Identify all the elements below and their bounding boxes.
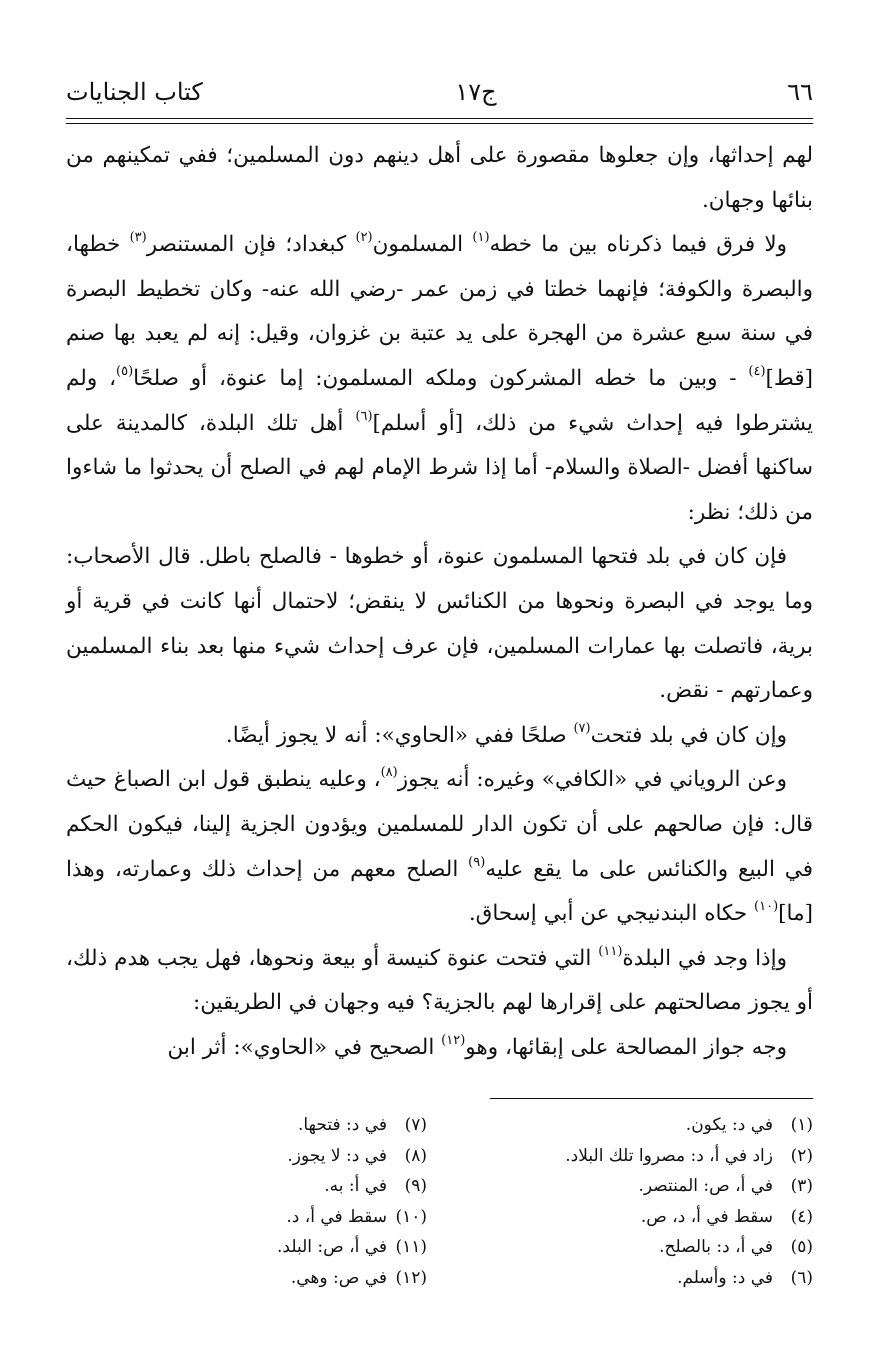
paragraph (66, 134, 813, 223)
paragraph (66, 714, 813, 759)
text-segment: فإن كان في بلد فتحها المسلمون عنوة، أو خطوها - فالصلح باطل. قال الأصحاب: وما يوجد في البصرة ونحوها من الكنائس لا ينقض؛ لاحتمال أنها كانت في قرية أو برية، فاتصلت بها عمارات المسلمين، فإن عرف إحداث شيء منها بعد بناء المسلمين وعمارتهم - نقض. (66, 544, 813, 704)
page-header (66, 74, 813, 110)
footnote-text: في أ، ص: البلد. (277, 1237, 387, 1257)
text-segment: ، ولم يشترطوا فيه إحداث شيء من ذلك، [أو أسلم] (66, 365, 813, 436)
footnote-number: (١٢) (395, 1267, 427, 1288)
footnote-text: زاد في أ، د: مصروا تلك البلاد. (565, 1145, 773, 1166)
footnote (513, 1110, 813, 1141)
footnote-number: (٦) (790, 1267, 813, 1288)
footnote-reference: (٨) (380, 765, 398, 781)
body-text (66, 134, 813, 1070)
text-segment: لهم إحداثها، وإن جعلوها مقصورة على أهل دينهم دون المسلمين؛ ففي تمكينهم من بنائها وجهان. (66, 143, 813, 213)
footnote (227, 1141, 427, 1172)
text-segment: وعن الروياني في «الكافي» وغيره: أنه يجوز (397, 767, 787, 793)
footnote (513, 1263, 813, 1294)
footnote-reference: (١) (472, 230, 490, 246)
footnote (513, 1202, 813, 1233)
header-rule (66, 118, 813, 119)
footnote-number: (١١) (395, 1237, 427, 1257)
book-title: كتاب الجنايات (66, 78, 203, 106)
paragraph (66, 937, 813, 1026)
footnote-reference: (٧) (573, 720, 591, 736)
paragraph (66, 223, 813, 535)
footnote-number: (١٠) (395, 1206, 427, 1227)
footnote-reference: (١٢) (441, 1032, 466, 1048)
text-segment: وجه جواز المصالحة على إبقائها، وهو (465, 1034, 787, 1060)
footnote-number: (١) (790, 1115, 813, 1135)
text-segment: وإن كان في بلد فتحت (590, 722, 787, 748)
footnotes-column-2 (227, 1110, 427, 1293)
text-segment: التي فتحت عنوة كنيسة أو بيعة ونحوها، فهل يجب هدم ذلك، أو يجوز مصالحتهم على إقرارها لهم بالجزية؟ فيه وجهان في الطريقين: (66, 945, 813, 1016)
footnote-text: سقط في أ، د. (286, 1206, 387, 1227)
footnote-number: (٢) (790, 1145, 813, 1166)
footnote-reference: (٢) (355, 230, 373, 246)
footnote-number: (٨) (404, 1145, 427, 1166)
footnote-number: (٧) (404, 1115, 427, 1135)
footnote (227, 1202, 427, 1233)
text-segment: ، وعليه ينطبق قول ابن الصباغ حيث قال: فإن صالحهم على أن تكون الدار للمسلمين ويؤدون الجزية إلينا، فيكون الحكم في البيع والكنائس على ما يقع عليه (66, 767, 813, 882)
footnote-number: (٥) (790, 1237, 813, 1257)
text-segment: حكاه البندنيجي عن أبي إسحاق. (468, 901, 755, 927)
footnote-text: في د: وأسلم. (677, 1267, 773, 1288)
footnote-text: سقط في أ، د، ص. (640, 1206, 773, 1227)
footnotes-column-1 (513, 1110, 813, 1293)
footnote (227, 1171, 427, 1202)
text-segment: أهل تلك البلدة، كالمدينة على ساكنها أفضل -الصلاة والسلام- أما إذا شرط الإمام لهم في الصلح أن يحدثوا ما شاءوا من ذلك؛ نظر: (66, 410, 813, 525)
text-segment: كبغداد؛ فإن المستنصر (146, 232, 356, 258)
footnote (513, 1232, 813, 1263)
footnote-number: (٩) (404, 1176, 427, 1196)
footnote-reference: (١١) (598, 943, 623, 959)
footnote-text: في أ: به. (324, 1176, 387, 1196)
text-segment: المسلمون (372, 232, 473, 258)
footnote-number: (٤) (790, 1206, 813, 1227)
footnote (513, 1171, 813, 1202)
paragraph (66, 758, 813, 936)
footnote-text: في أ، د: بالصلح. (659, 1237, 773, 1257)
paragraph (66, 1026, 813, 1071)
footnote (227, 1263, 427, 1294)
text-segment: صلحًا ففي «الحاوي»: أنه لا يجوز أيضًا. (225, 722, 574, 748)
paragraph (66, 535, 813, 713)
text-segment: الصحيح في «الحاوي»: أثر ابن (167, 1034, 442, 1060)
page-number: ٦٦ (787, 78, 813, 106)
footnote-reference: (٤) (748, 363, 766, 379)
footnote-reference: (٣) (129, 230, 147, 246)
footnote-reference: (٦) (355, 408, 373, 424)
volume-label: ج١٧ (455, 78, 497, 106)
footnote-reference: (٩) (468, 854, 486, 870)
footnote-number: (٣) (790, 1176, 813, 1196)
header-rule-inner (66, 123, 813, 124)
text-segment: الصلح معهم من إحداث ذلك وعمارته، وهذا [ما] (66, 856, 813, 927)
text-segment: ولا فرق فيما ذكرناه بين ما خطه (489, 232, 788, 258)
text-segment: وإذا وجد في البلدة (622, 945, 787, 971)
text-segment: خطها، والبصرة والكوفة؛ فإنهما خطتا في زمن عمر -رضي الله عنه- وكان تخطيط البصرة في سنة سبع عشرة من الهجرة على يد عتبة بن غزوان، وقيل: إنه لم يعبد بها صنم [قط] (66, 232, 813, 391)
footnote-text: في د: فتحها. (297, 1115, 387, 1135)
footnote (513, 1141, 813, 1172)
footnote-text: في د: لا يجوز. (287, 1145, 387, 1166)
footnote-separator (490, 1098, 813, 1099)
footnote (227, 1232, 427, 1263)
footnote-reference: (١٠) (754, 899, 779, 915)
text-segment: - وبين ما خطه المشركون وملكه المسلمون: إما عنوة، أو صلحًا (133, 365, 749, 391)
footnote-reference: (٥) (116, 363, 134, 379)
footnote-text: في ص: وهي. (290, 1267, 387, 1288)
footnote (227, 1110, 427, 1141)
footnote-text: في د: يكون. (685, 1115, 773, 1135)
footnote-text: في أ، ص: المنتصر. (638, 1176, 773, 1196)
